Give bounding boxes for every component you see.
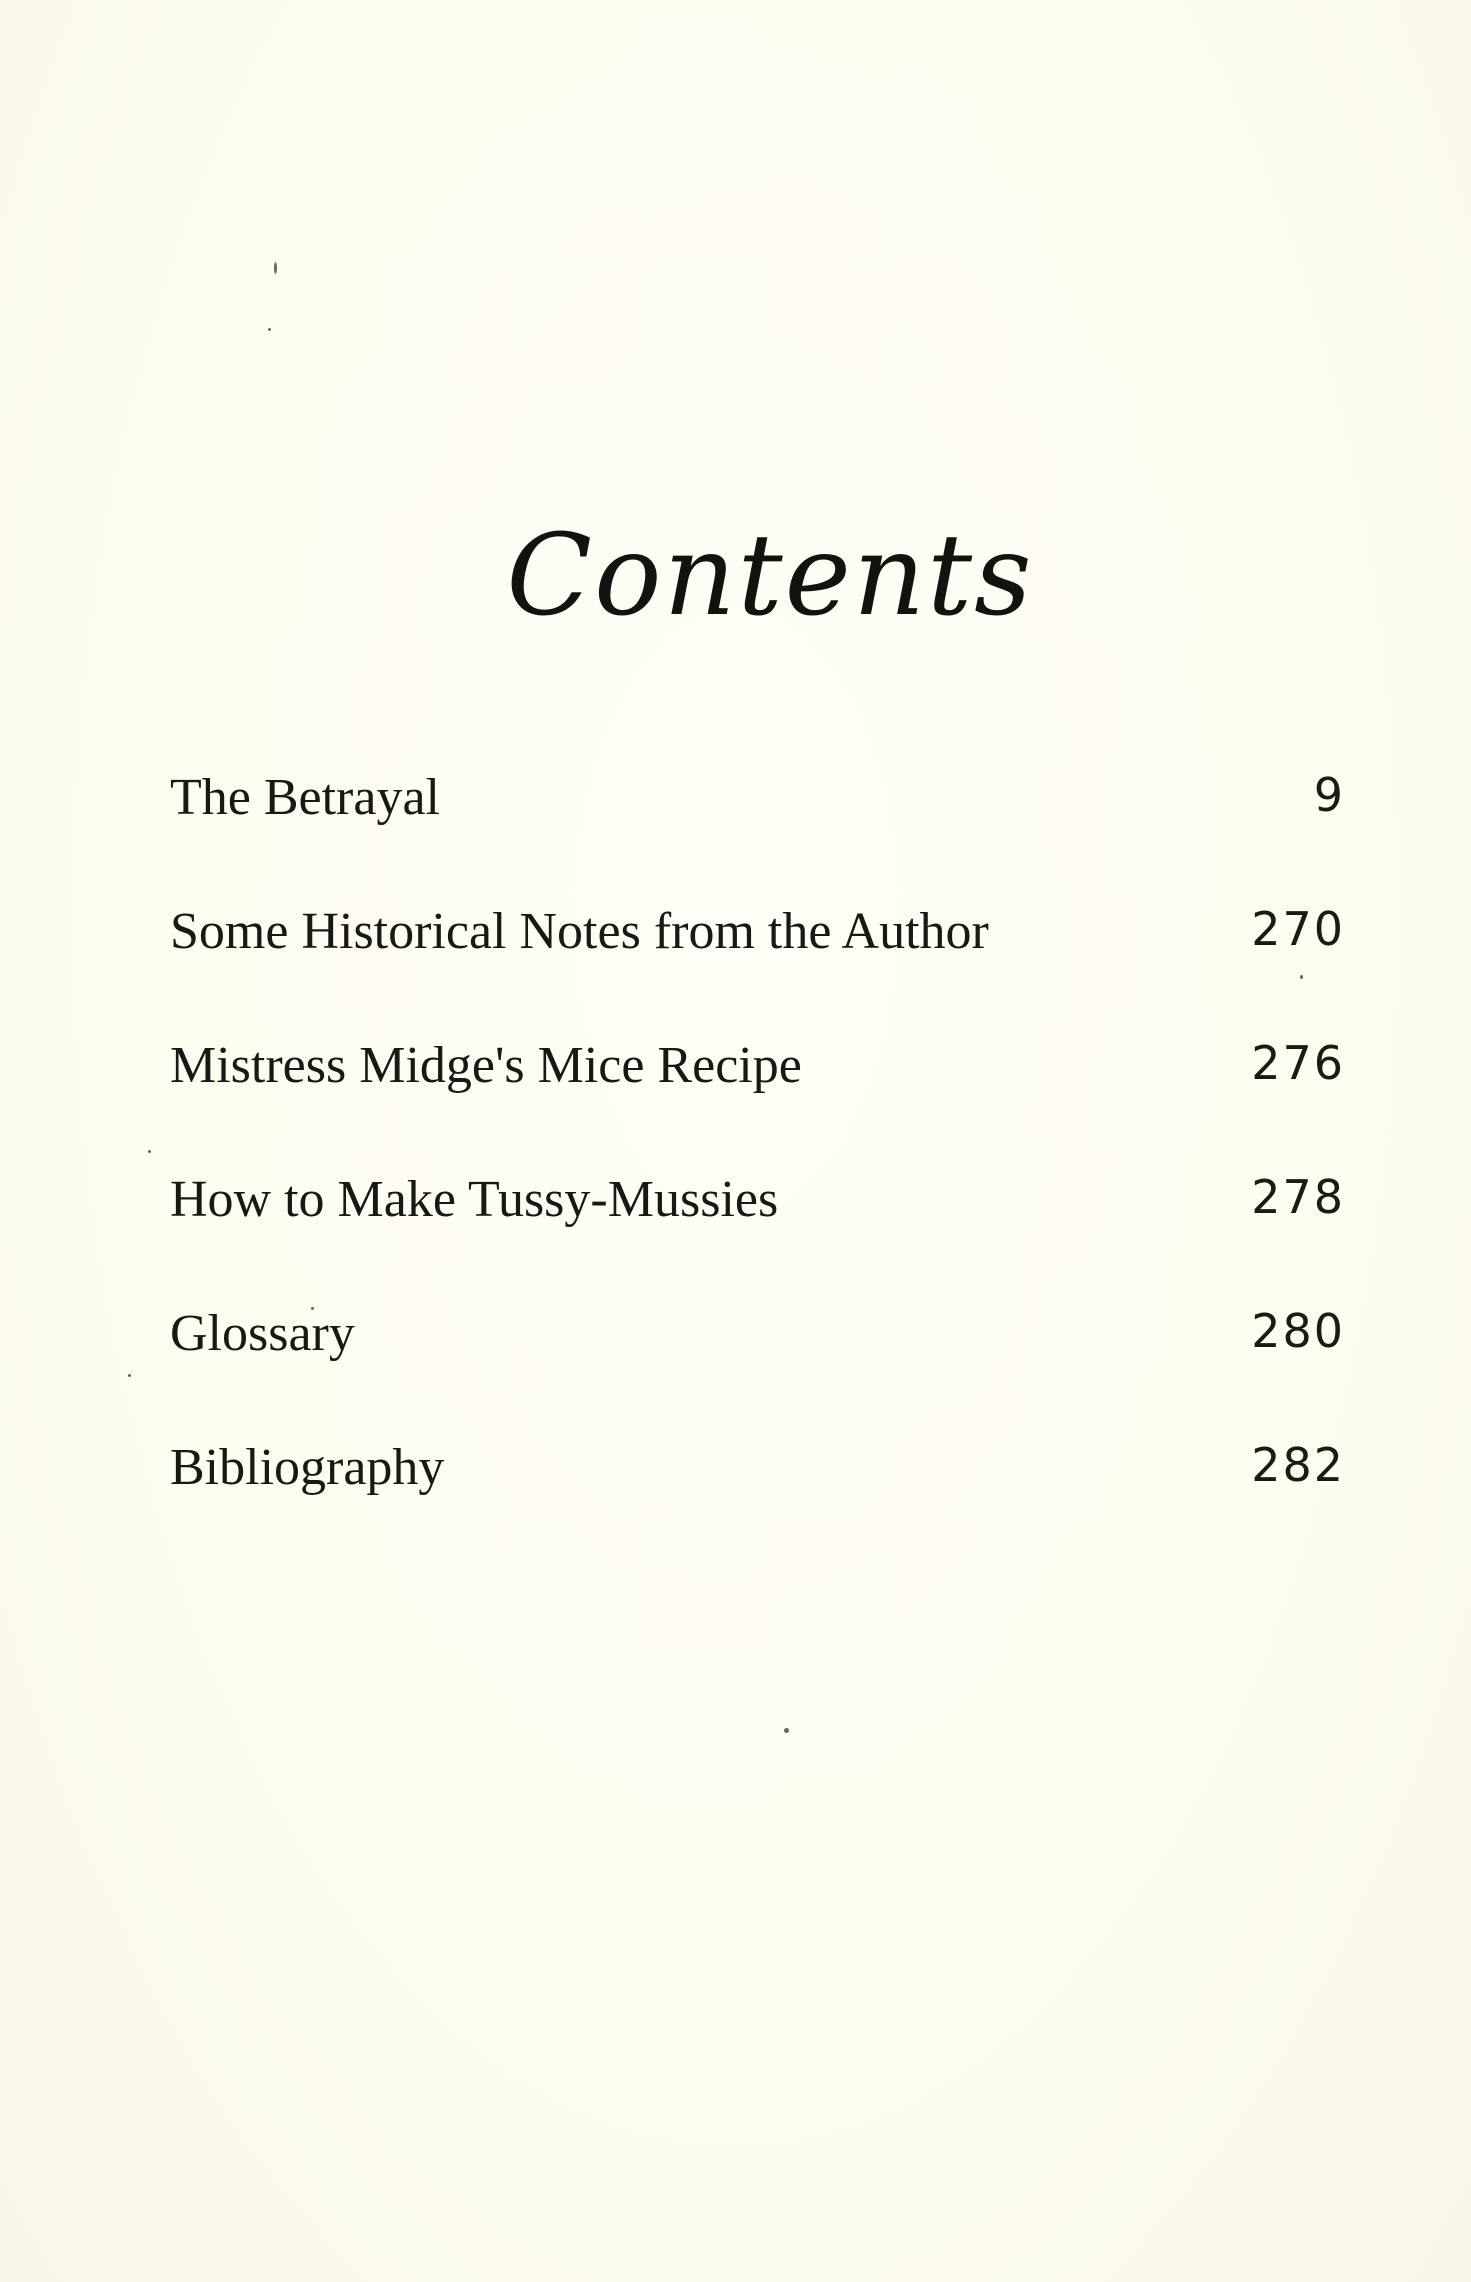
paper-speck <box>784 1728 789 1733</box>
toc-entry-page: 280 <box>1251 1304 1345 1358</box>
toc-entry-title: Some Historical Notes from the Author <box>170 903 989 960</box>
toc-entry-page: 282 <box>1251 1438 1345 1492</box>
toc-entry-title: Glossary <box>170 1305 355 1362</box>
paper-speck <box>268 328 271 331</box>
toc-entry <box>170 1170 1345 1308</box>
toc-entry <box>170 768 1345 906</box>
paper-speck <box>274 262 277 274</box>
toc-entry <box>170 902 1345 1040</box>
toc-entry-title: The Betrayal <box>170 769 440 826</box>
toc-entry-page: 9 <box>1313 768 1345 822</box>
toc-entry-title: Bibliography <box>170 1439 445 1496</box>
paper-speck <box>148 1150 151 1153</box>
toc-entry-page: 278 <box>1251 1170 1345 1224</box>
page-title: Contents <box>506 511 1034 641</box>
toc-entry-title: How to Make Tussy-Mussies <box>170 1171 779 1228</box>
toc-entry-title: Mistress Midge's Mice Recipe <box>170 1037 802 1094</box>
toc-entry <box>170 1438 1345 1576</box>
toc-entry-page: 270 <box>1251 902 1345 956</box>
toc-entry <box>170 1036 1345 1174</box>
paper-speck <box>128 1374 131 1377</box>
table-of-contents <box>170 768 1345 1576</box>
toc-entry <box>170 1304 1345 1442</box>
toc-entry-page: 276 <box>1251 1036 1345 1090</box>
